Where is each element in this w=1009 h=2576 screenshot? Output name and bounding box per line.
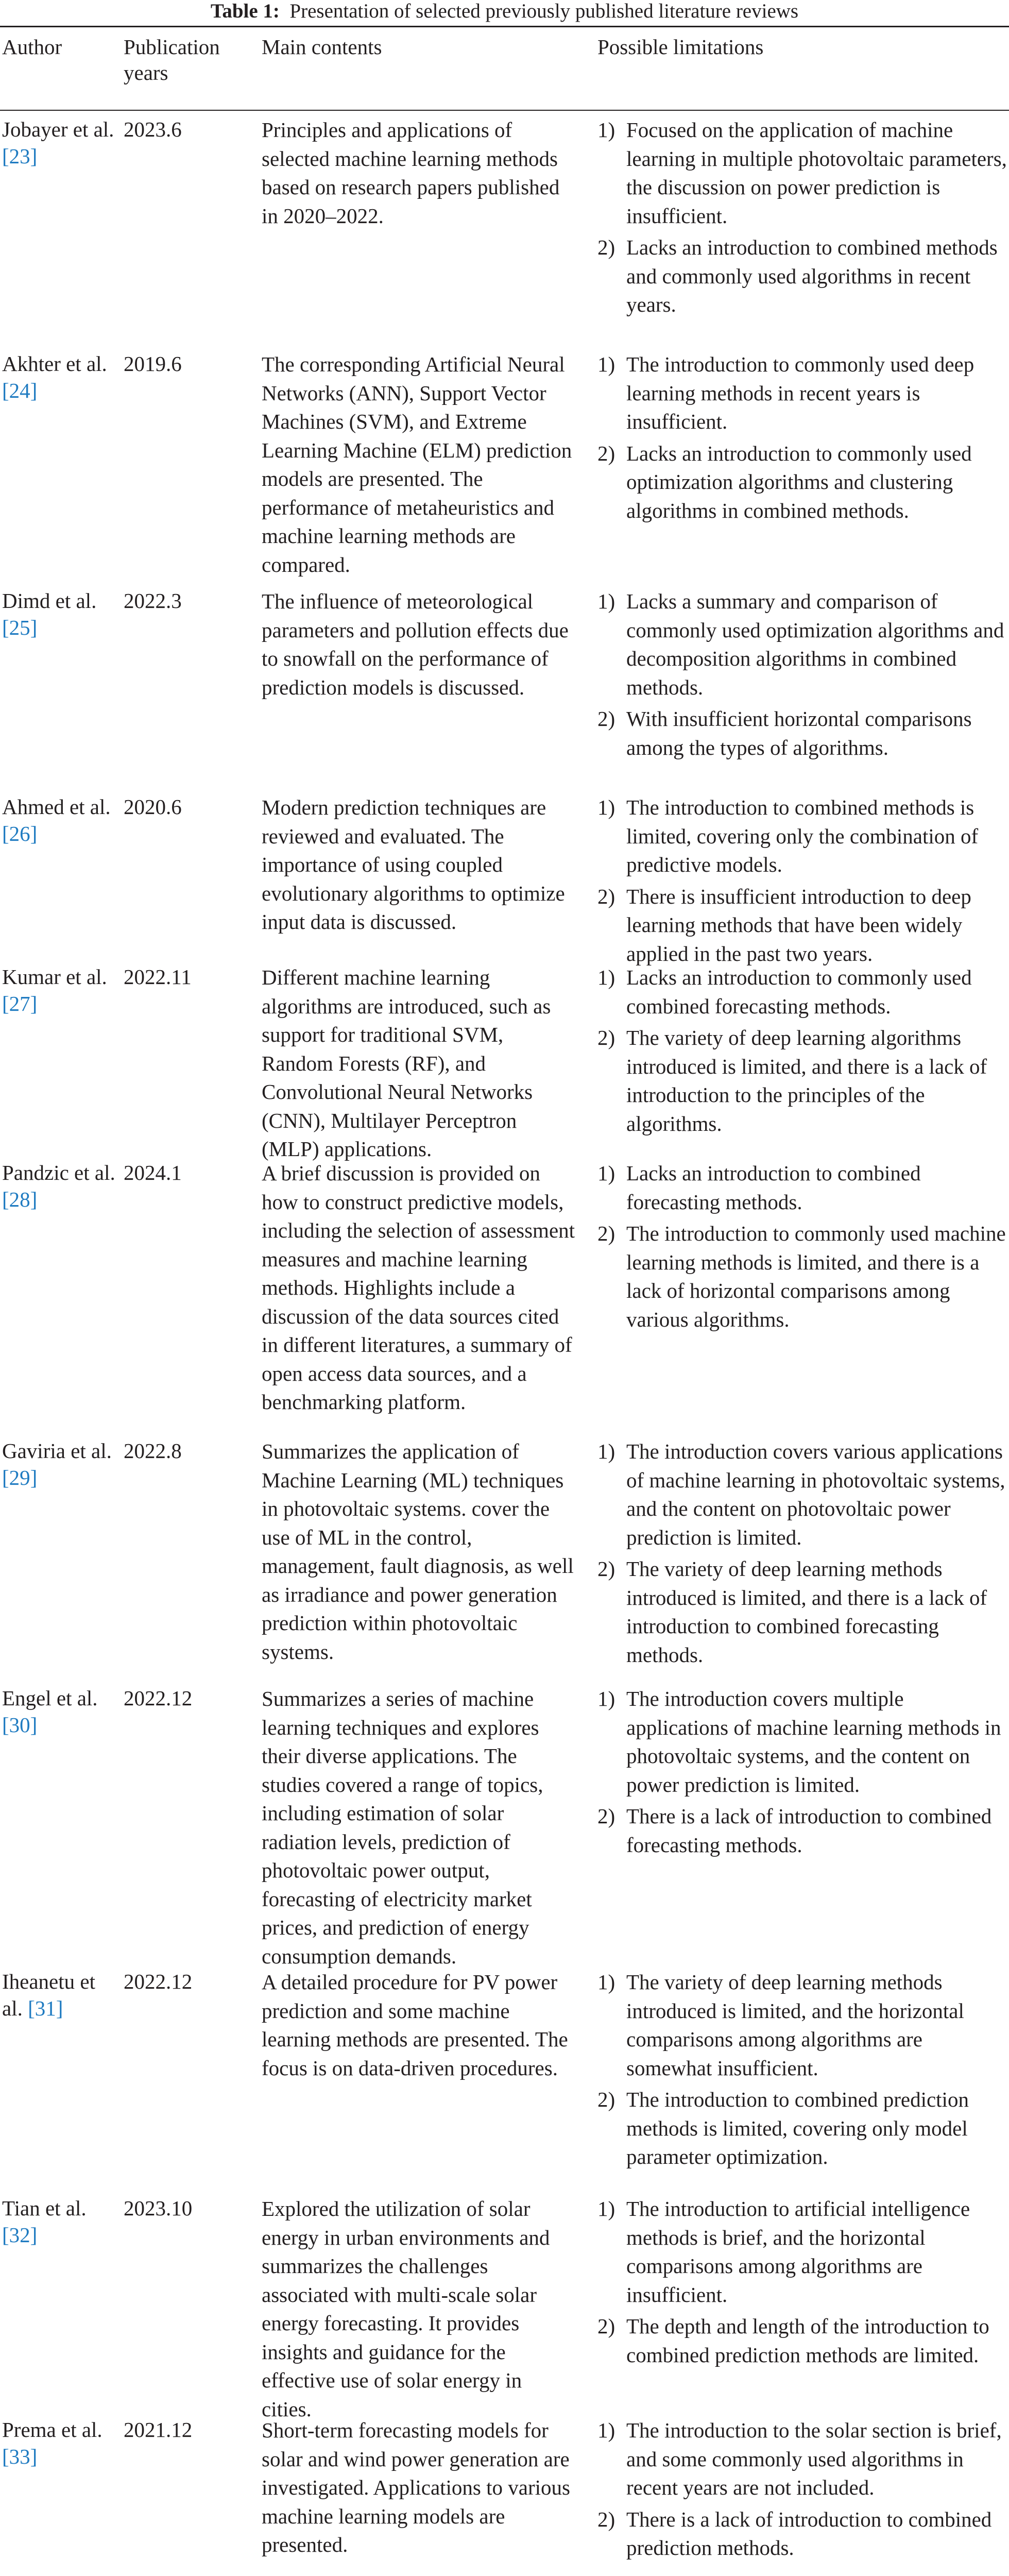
limitations-cell <box>597 1968 1009 2175</box>
limitation-text: The introduction covers multiple applications of machine learning methods in photovoltaic systems, and the content on power prediction is limited. <box>626 1687 1001 1797</box>
author-name: Engel et al. <box>2 1686 98 1710</box>
publication-year-cell: 2024.1 <box>124 1161 182 1184</box>
limitation-text: The variety of deep learning algorithms introduced is limited, and there is a lack of introduction to the principles of the algorithms. <box>626 1026 987 1136</box>
limitation-text: There is a lack of introduction to combined forecasting methods. <box>626 1804 992 1857</box>
main-contents-cell: Explored the utilization of solar energy in urban environments and summarizes the challenges associated with multi-scale solar energy forecasting. It provides insights and guidance for the effective use of solar energy in cities. <box>262 2197 550 2421</box>
limitation-number: 2) <box>597 1222 615 1245</box>
reference-link[interactable]: [26] <box>2 822 38 845</box>
limitation-number: 2) <box>597 884 615 908</box>
limitations-cell <box>597 116 1009 323</box>
main-contents-cell: Different machine learning algorithms are introduced, such as support for traditional SVM, Random Forests (RF), and Convolutional Neural Networks (CNN), Multilayer Perceptron (MLP) applications. <box>262 965 551 1161</box>
limitations-list <box>597 350 1009 525</box>
column-header-main-contents: Main contents <box>262 35 382 59</box>
author-cell <box>2 1968 115 2022</box>
author-name: Akhter et al. <box>2 352 107 376</box>
limitation-item <box>597 587 1009 702</box>
limitation-item <box>597 1024 1009 1138</box>
reference-link[interactable]: [29] <box>2 1466 38 1489</box>
limitation-text: With insufficient horizontal comparisons among the types of algorithms. <box>626 707 972 759</box>
limitations-cell <box>597 1159 1009 1337</box>
limitation-item <box>597 1159 1009 1216</box>
limitation-text: The variety of deep learning methods introduced is limited, and the horizontal comparisons among algorithms are somewhat insufficient. <box>626 1970 964 2080</box>
limitation-item <box>597 793 1009 879</box>
author-cell <box>2 1685 115 1738</box>
main-contents-cell: Modern prediction techniques are reviewed and evaluated. The importance of using coupled evolutionary algorithms to optimize input data is discussed. <box>262 795 565 934</box>
limitations-cell <box>597 2195 1009 2372</box>
limitation-number: 2) <box>597 2507 615 2531</box>
table-header-rule <box>0 110 1009 111</box>
limitations-list <box>597 587 1009 762</box>
limitation-number: 1) <box>597 2418 615 2442</box>
limitation-text: Lacks a summary and comparison of commonly used optimization algorithms and decomposition algorithms in combined methods. <box>626 589 1004 699</box>
limitation-item <box>597 883 1009 969</box>
limitation-number: 1) <box>597 1161 615 1185</box>
limitation-item <box>597 2195 1009 2309</box>
author-name: Pandzic et al. <box>2 1161 115 1184</box>
limitation-item <box>597 1685 1009 1799</box>
limitation-number: 1) <box>597 118 615 142</box>
limitation-text: The introduction to the solar section is brief, and some commonly used algorithms in recent years are not included. <box>626 2418 1002 2499</box>
limitation-item <box>597 705 1009 762</box>
limitation-text: The variety of deep learning methods introduced is limited, and there is a lack of introduction to combined forecasting methods. <box>626 1557 987 1667</box>
main-contents-cell: The influence of meteorological parameters and pollution effects due to snowfall on the performance of prediction models is discussed. <box>262 589 569 699</box>
limitation-number: 2) <box>597 2314 615 2338</box>
limitation-item <box>597 439 1009 526</box>
limitations-cell <box>597 1685 1009 1862</box>
author-cell <box>2 1159 115 1213</box>
author-cell <box>2 350 115 404</box>
limitation-text: The introduction to artificial intelligence methods is brief, and the horizontal comparisons among algorithms are insufficient. <box>626 2197 970 2307</box>
author-name: Iheanetu et al. <box>2 1970 95 2020</box>
limitation-number: 2) <box>597 707 615 731</box>
publication-year-cell: 2022.12 <box>124 1686 193 1710</box>
limitations-cell <box>597 793 1009 971</box>
main-contents-cell: A brief discussion is provided on how to construct predictive models, including the selection of assessment measures and machine learning methods. Highlights include a discussion of the data sources cited in different literatures, a summary of open access data sources, and a benchmarking platform. <box>262 1161 575 1414</box>
author-cell <box>2 2416 115 2470</box>
limitations-cell <box>597 1437 1009 1672</box>
limitations-cell <box>597 2416 1009 2566</box>
main-contents-cell: Summarizes the application of Machine Learning (ML) techniques in photovoltaic systems. cover the use of ML in the control, management, fault diagnosis, as well as irradiance and power generation prediction within photovoltaic systems. <box>262 1439 574 1664</box>
limitations-cell <box>597 350 1009 528</box>
limitations-list <box>597 2416 1009 2563</box>
limitation-number: 1) <box>597 1970 615 1994</box>
author-cell <box>2 2195 115 2248</box>
reference-link[interactable]: [32] <box>2 2223 38 2247</box>
publication-year-cell: 2020.6 <box>124 795 182 819</box>
limitations-cell <box>597 587 1009 765</box>
table-caption-label: Table 1: <box>210 0 280 22</box>
limitation-text: Focused on the application of machine learning in multiple photovoltaic parameters, the discussion on power prediction is insufficient. <box>626 118 1007 228</box>
column-header-author: Author <box>2 35 62 59</box>
limitation-item <box>597 2416 1009 2502</box>
author-name: Tian et al. <box>2 2196 87 2220</box>
author-cell <box>2 1437 115 1491</box>
column-header-publication-years: Publication years <box>124 35 220 84</box>
publication-year-cell: 2022.3 <box>124 589 182 613</box>
author-cell <box>2 963 115 1017</box>
author-name: Dimd et al. <box>2 589 97 613</box>
limitation-number: 1) <box>597 795 615 819</box>
limitation-text: The introduction to combined prediction methods is limited, covering only model parameter optimization. <box>626 2088 969 2168</box>
reference-link[interactable]: [30] <box>2 1713 38 1737</box>
author-name: Kumar et al. <box>2 965 107 989</box>
limitation-text: There is a lack of introduction to combined prediction methods. <box>626 2507 992 2560</box>
author-name: Gaviria et al. <box>2 1439 112 1463</box>
publication-year-cell: 2023.6 <box>124 117 182 141</box>
limitation-item <box>597 1555 1009 1669</box>
table-caption-text: Presentation of selected previously published literature reviews <box>289 0 799 22</box>
limitation-item <box>597 1437 1009 1552</box>
limitation-text: The depth and length of the introduction to combined prediction methods are limited. <box>626 2314 989 2367</box>
limitations-list <box>597 1159 1009 1334</box>
limitations-list <box>597 793 1009 968</box>
reference-link[interactable]: [23] <box>2 144 38 168</box>
limitation-item <box>597 350 1009 436</box>
limitation-number: 2) <box>597 235 615 259</box>
limitation-item <box>597 2312 1009 2369</box>
limitations-cell <box>597 963 1009 1141</box>
limitation-number: 2) <box>597 1557 615 1581</box>
limitation-number: 1) <box>597 965 615 989</box>
limitation-number: 2) <box>597 1026 615 1049</box>
reference-link[interactable]: [24] <box>2 379 38 402</box>
publication-year-cell: 2023.10 <box>124 2196 193 2220</box>
limitation-number: 1) <box>597 352 615 376</box>
limitation-text: Lacks an introduction to combined forecasting methods. <box>626 1161 921 1214</box>
limitation-number: 1) <box>597 2197 615 2221</box>
publication-year-cell: 2022.11 <box>124 965 192 989</box>
publication-year-cell: 2019.6 <box>124 352 182 376</box>
limitation-number: 2) <box>597 2088 615 2111</box>
publication-year-cell: 2022.8 <box>124 1439 182 1463</box>
main-contents-cell: Summarizes a series of machine learning techniques and explores their diverse applications. The studies covered a range of topics, including estimation of solar radiation levels, prediction of photovoltaic power output, forecasting of electricity market prices, and prediction of energy consumption demands. <box>262 1687 543 1968</box>
limitation-item <box>597 1802 1009 1859</box>
author-name: Ahmed et al. <box>2 795 111 819</box>
limitations-list <box>597 1437 1009 1669</box>
limitation-text: The introduction covers various applications of machine learning in photovoltaic systems, and the content on photovoltaic power prediction is limited. <box>626 1439 1005 1549</box>
limitations-list <box>597 963 1009 1138</box>
limitation-number: 2) <box>597 1804 615 1828</box>
table-caption <box>0 0 1009 23</box>
column-header-possible-limitations: Possible limitations <box>597 35 764 59</box>
reference-link[interactable]: [33] <box>2 2445 38 2468</box>
limitations-list <box>597 1685 1009 1859</box>
author-name: Jobayer et al. <box>2 117 114 141</box>
limitation-number: 1) <box>597 1439 615 1463</box>
limitation-text: There is insufficient introduction to deep learning methods that have been widely applied in the past two years. <box>626 884 971 965</box>
main-contents-cell: A detailed procedure for PV power prediction and some machine learning methods are presented. The focus is on data-driven procedures. <box>262 1970 568 2080</box>
main-contents-cell: The corresponding Artificial Neural Networks (ANN), Support Vector Machines (SVM), and Extreme Learning Machine (ELM) prediction models are presented. The performance of metaheuristics and machine learning methods are compared. <box>262 352 572 577</box>
author-cell <box>2 116 115 170</box>
limitation-item <box>597 963 1009 1021</box>
limitation-number: 2) <box>597 441 615 465</box>
main-contents-cell: Short-term forecasting models for solar and wind power generation are investigated. Applications to various machine learning models are presented. <box>262 2418 570 2556</box>
limitations-list <box>597 1968 1009 2172</box>
limitation-item <box>597 233 1009 319</box>
limitation-text: The introduction to commonly used machine learning methods is limited, and there is a lack of horizontal comparisons among various algorithms. <box>626 1222 1006 1331</box>
publication-year-cell: 2022.12 <box>124 1970 193 1993</box>
limitation-item <box>597 2505 1009 2563</box>
limitation-number: 1) <box>597 589 615 613</box>
limitation-item <box>597 1219 1009 1334</box>
reference-link[interactable]: [28] <box>2 1188 38 1211</box>
limitation-item <box>597 116 1009 230</box>
reference-link[interactable]: [31] <box>28 1996 63 2020</box>
author-name: Prema et al. <box>2 2418 102 2442</box>
limitations-list <box>597 2195 1009 2369</box>
limitation-text: Lacks an introduction to commonly used combined forecasting methods. <box>626 965 972 1018</box>
limitation-number: 1) <box>597 1687 615 1710</box>
limitation-item <box>597 2086 1009 2172</box>
limitation-text: The introduction to commonly used deep learning methods in recent years is insufficient. <box>626 352 974 433</box>
reference-link[interactable]: [27] <box>2 992 38 1015</box>
limitation-text: Lacks an introduction to commonly used optimization algorithms and clustering algorithms in combined methods. <box>626 441 972 522</box>
reference-link[interactable]: [25] <box>2 616 38 639</box>
publication-year-cell: 2021.12 <box>124 2418 193 2442</box>
limitation-text: Lacks an introduction to combined methods and commonly used algorithms in recent years. <box>626 235 998 316</box>
table-top-rule <box>0 26 1009 27</box>
limitations-list <box>597 116 1009 319</box>
limitation-text: The introduction to combined methods is limited, covering only the combination of predictive models. <box>626 795 979 876</box>
author-cell <box>2 793 115 847</box>
limitation-item <box>597 1968 1009 2082</box>
author-cell <box>2 587 115 641</box>
main-contents-cell: Principles and applications of selected machine learning methods based on research papers published in 2020–2022. <box>262 118 560 228</box>
